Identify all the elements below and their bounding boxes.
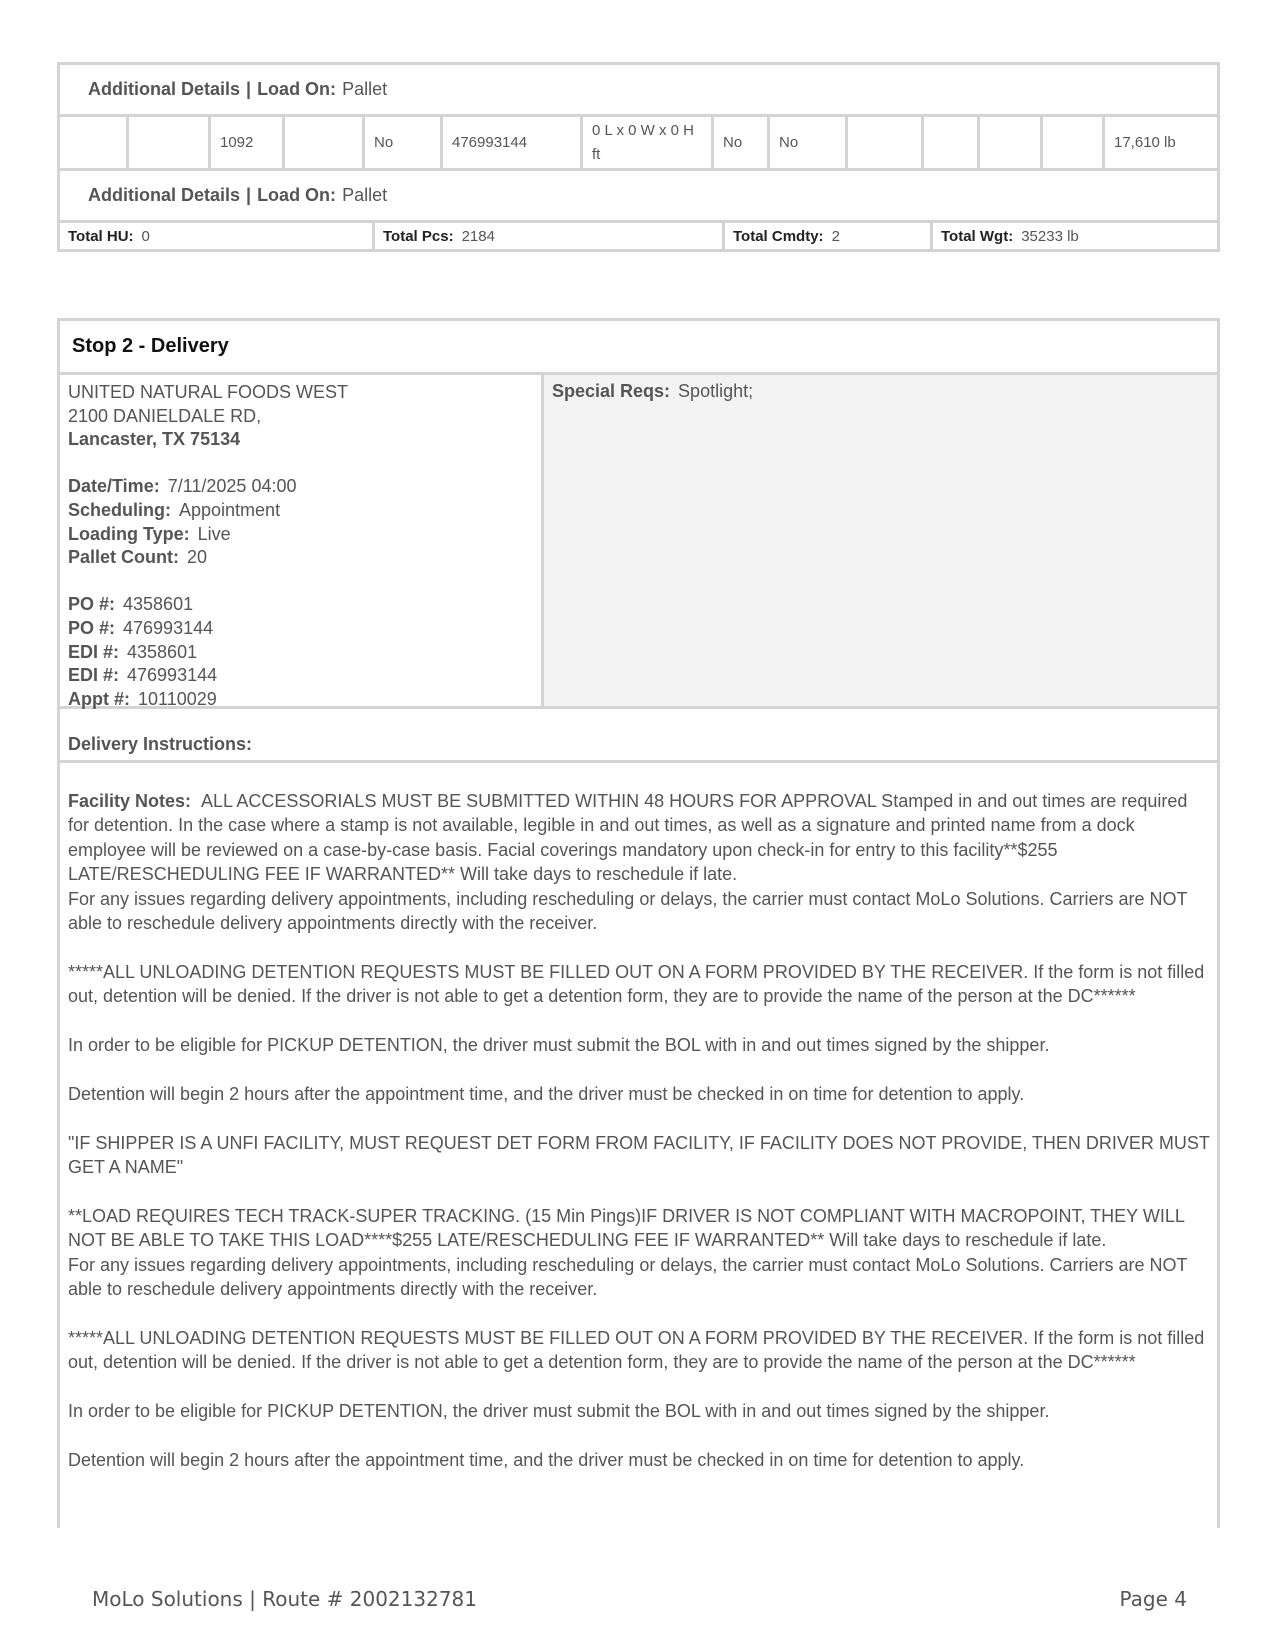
footer-route: MoLo Solutions | Route # 2002132781 (92, 1587, 477, 1611)
po-label: PO #: (68, 617, 116, 638)
appt-value: 10110029 (138, 688, 217, 709)
note-paragraph: "IF SHIPPER IS A UNFI FACILITY, MUST REQUEST DET FORM FROM FACILITY, IF FACILITY DOES NOT PROVIDE, THEN DRIVER MUST GET A NAME" (68, 1132, 1210, 1178)
note-text: **LOAD REQUIRES TECH TRACK-SUPER TRACKING. (15 Min Pings)IF DRIVER IS NOT COMPLIANT WITH MACROPOINT, THEY WILL NOT BE ABLE TO TAKE THIS LOAD****$255 LATE/RESCHEDULING FEE IF WARRANTED** Will take days to reschedule if late. (68, 1205, 1185, 1251)
facility-name: UNITED NATURAL FOODS WEST (68, 382, 349, 402)
note-text: For any issues regarding delivery appointments, including rescheduling or delays, the carrier must contact MoLo Solutions. Carriers are NOT able to reschedule delivery appointments directly with the receiver. (68, 1254, 1188, 1300)
note-paragraph (68, 1204, 1211, 1302)
additional-details-label: Additional Details (88, 79, 241, 99)
datetime-value: 7/11/2025 04:00 (167, 476, 297, 497)
edi-value: 476993144 (127, 665, 218, 686)
commodity-cell (980, 117, 1043, 168)
total-hu (60, 223, 375, 249)
total-hu-label: Total HU: (68, 227, 134, 245)
note-paragraph: Detention will begin 2 hours after the appointment time, and the driver must be checked in on time for detention to apply. (68, 1083, 1025, 1104)
total-wgt-value: 35233 lb (1021, 227, 1079, 245)
total-pcs-value: 2184 (461, 227, 495, 245)
note-paragraph (68, 789, 1211, 935)
po-line (68, 593, 541, 617)
facility-notes (60, 763, 1217, 1472)
commodity-cell (1043, 117, 1105, 168)
total-pcs-label: Total Pcs: (383, 227, 454, 245)
edi-value: 4358601 (127, 641, 198, 662)
totals-row (60, 223, 1217, 249)
commodity-cell (924, 117, 980, 168)
stop-title: Stop 2 - Delivery (60, 321, 1217, 375)
loading-type-label: Loading Type: (68, 523, 190, 544)
commodity-cell: No (714, 117, 770, 168)
commodity-cell-hazmat: No (365, 117, 443, 168)
footer-page-number: Page 4 (1119, 1587, 1187, 1611)
total-cmdty (725, 223, 933, 249)
po-value: 476993144 (123, 617, 214, 638)
note-text: For any issues regarding delivery appointments, including rescheduling or delays, the carrier must contact MoLo Solutions. Carriers are NOT able to reschedule delivery appointments directly with the receiver. (68, 888, 1188, 934)
additional-details-row (60, 171, 1217, 223)
commodity-cell-dimensions: 0 L x 0 W x 0 H ft (583, 117, 714, 168)
total-wgt (933, 223, 1217, 249)
total-cmdty-label: Total Cmdty: (733, 227, 824, 245)
commodity-cell: No (770, 117, 848, 168)
edi-label: EDI #: (68, 665, 120, 686)
po-label: PO #: (68, 594, 116, 615)
separator: | (246, 185, 252, 205)
pallet-count-value: 20 (187, 547, 208, 568)
load-on-label: Load On: (257, 79, 337, 99)
facility-city: Lancaster, TX 75134 (68, 429, 241, 450)
note-paragraph: Detention will begin 2 hours after the appointment time, and the driver must be checked in on time for detention to apply. (68, 1449, 1025, 1470)
commodity-cell (129, 117, 211, 168)
po-line (68, 617, 541, 641)
pallet-count-label: Pallet Count: (68, 547, 179, 568)
separator: | (246, 79, 252, 99)
commodity-cell (60, 117, 129, 168)
stop-address-column (60, 375, 544, 709)
additional-details-row (60, 65, 1217, 117)
delivery-instructions-heading: Delivery Instructions: (60, 709, 1217, 763)
stop-info (60, 375, 1217, 709)
loading-type-value: Live (197, 523, 231, 544)
appt-line (68, 688, 541, 712)
additional-details-label: Additional Details (88, 185, 241, 205)
commodity-cell-po: 476993144 (443, 117, 583, 168)
total-cmdty-value: 2 (831, 227, 840, 245)
note-paragraph: In order to be eligible for PICKUP DETENTION, the driver must submit the BOL with in and out times signed by the shipper. (68, 1035, 1050, 1056)
edi-label: EDI #: (68, 641, 120, 662)
edi-line (68, 664, 541, 688)
commodity-cell (285, 117, 365, 168)
scheduling-value: Appointment (179, 499, 281, 520)
load-on-value: Pallet (342, 79, 388, 99)
commodity-table (57, 62, 1220, 252)
special-reqs-column (544, 375, 1217, 706)
datetime-line (68, 475, 541, 499)
note-text: ALL ACCESSORIALS MUST BE SUBMITTED WITHIN 48 HOURS FOR APPROVAL Stamped in and out times are required for detention. In the case where a stamp is not available, legible in and out times, as well as a signature and printed name from a dock employee will be reviewed on a case-by-case basis. Facial coverings mandatory upon check-in for entry to this facility**$255 LATE/RESCHEDULING FEE IF WARRANTED** Will take days to reschedule if late. (68, 791, 1188, 885)
scheduling-line (68, 499, 541, 523)
commodity-cell (848, 117, 924, 168)
facility-notes-label: Facility Notes: (68, 791, 192, 811)
pallet-count-line (68, 546, 541, 570)
total-wgt-label: Total Wgt: (941, 227, 1014, 245)
total-pcs (375, 223, 725, 249)
note-paragraph: *****ALL UNLOADING DETENTION REQUESTS MUST BE FILLED OUT ON A FORM PROVIDED BY THE RECEIVER. If the form is not filled out, detention will be denied. If the driver is not able to get a detention form, they are to provide the name of the person at the DC****** (68, 1327, 1205, 1373)
special-reqs-label: Special Reqs: (552, 381, 671, 401)
commodity-cell-weight: 17,610 lb (1114, 133, 1176, 151)
edi-line (68, 641, 541, 665)
load-on-value: Pallet (342, 185, 388, 205)
commodity-row (60, 117, 1217, 171)
loading-type-line (68, 523, 541, 547)
datetime-label: Date/Time: (68, 476, 160, 497)
scheduling-label: Scheduling: (68, 499, 171, 520)
note-paragraph: In order to be eligible for PICKUP DETENTION, the driver must submit the BOL with in and out times signed by the shipper. (68, 1401, 1050, 1422)
stop-section (57, 318, 1220, 1528)
po-value: 4358601 (123, 594, 194, 615)
special-reqs-value: Spotlight; (678, 381, 754, 401)
note-paragraph: *****ALL UNLOADING DETENTION REQUESTS MUST BE FILLED OUT ON A FORM PROVIDED BY THE RECEIVER. If the form is not filled out, detention will be denied. If the driver is not able to get a detention form, they are to provide the name of the person at the DC****** (68, 961, 1205, 1007)
facility-street: 2100 DANIELDALE RD, (68, 405, 262, 426)
total-hu-value: 0 (141, 227, 150, 245)
commodity-cell-pieces: 1092 (211, 117, 285, 168)
load-on-label: Load On: (257, 185, 337, 205)
appt-label: Appt #: (68, 688, 130, 709)
